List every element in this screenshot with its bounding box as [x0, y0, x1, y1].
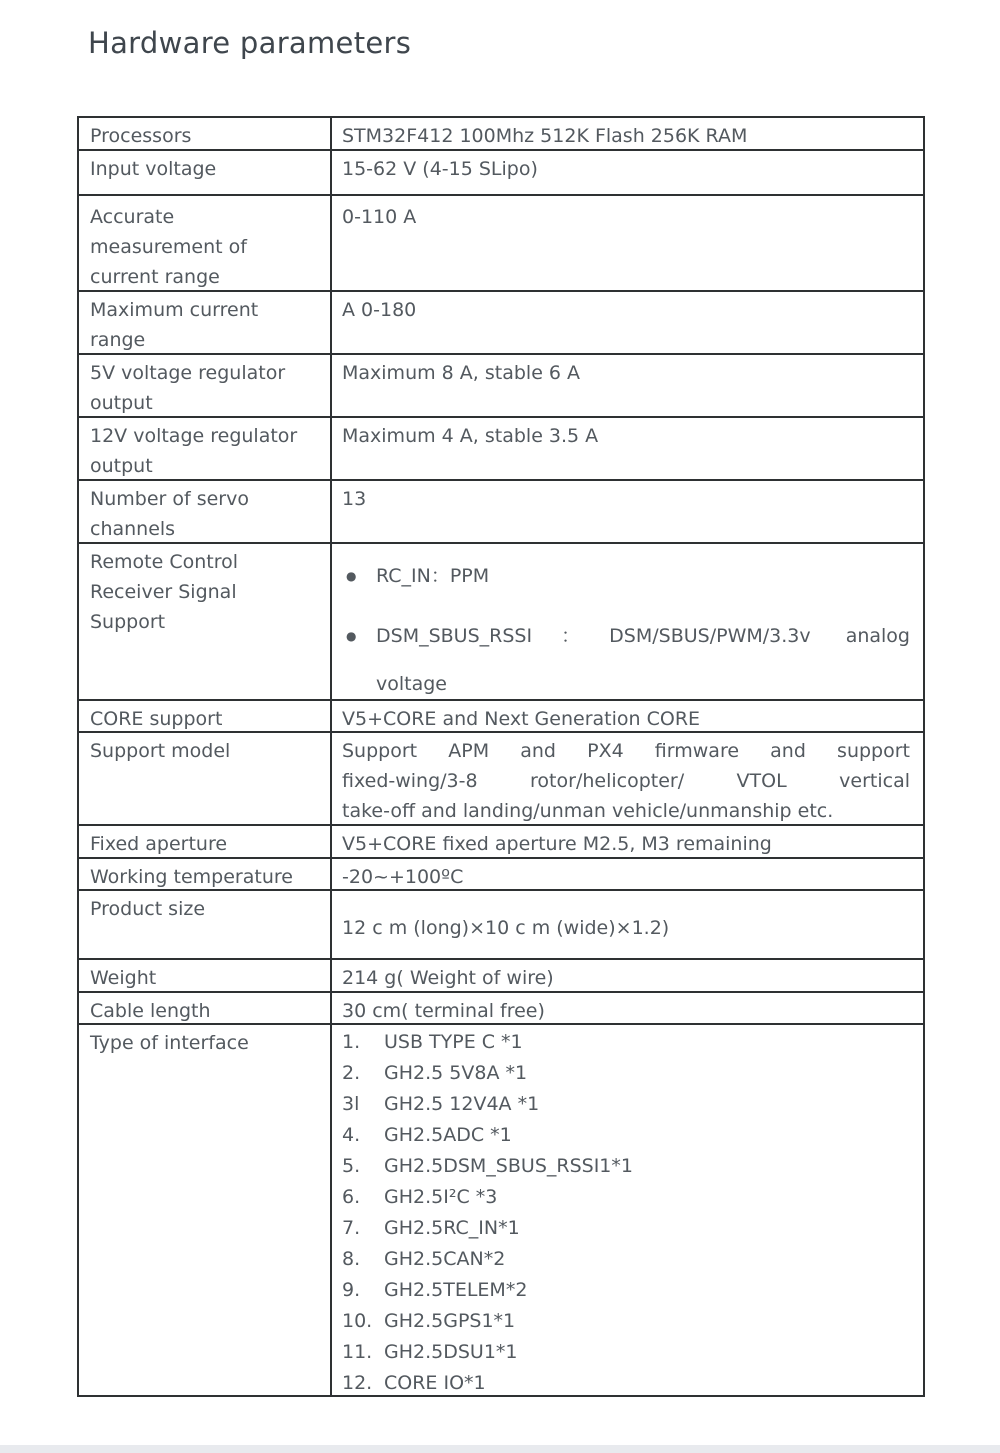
row-label-line: Working temperature — [90, 866, 293, 888]
bullet-item-text — [376, 612, 910, 699]
numbered-list-item — [342, 1027, 910, 1058]
row-label-line: Maximum current — [90, 299, 259, 321]
row-label-cell — [79, 859, 332, 889]
list-item-text: GH2.5 5V8A *1 — [384, 1062, 528, 1084]
row-value-cell — [332, 544, 923, 699]
row-label-line: 5V voltage regulator — [90, 362, 286, 384]
row-value-line: -20~+100ºC — [342, 866, 464, 888]
bullet-text-line: DSM_SBUS_RSSI：DSM/SBUS/PWM/3.3v analog — [376, 625, 910, 647]
bullet-text-line: voltage — [376, 673, 447, 695]
list-item-number: 7. — [342, 1217, 361, 1239]
table-row — [79, 991, 923, 1023]
numbered-list-item — [342, 1306, 910, 1337]
row-label-line: measurement of — [90, 236, 247, 258]
row-label-line: CORE support — [90, 708, 223, 730]
row-label-line: output — [90, 392, 153, 414]
table-row — [79, 194, 923, 290]
row-label-cell — [79, 292, 332, 353]
row-value-line: STM32F412 100Mhz 512K Flash 256K RAM — [342, 125, 748, 147]
numbered-list-item — [342, 1089, 910, 1120]
list-item-number: 10. — [342, 1310, 373, 1332]
list-item-text: GH2.5GPS1*1 — [384, 1310, 516, 1332]
row-label-line: range — [90, 329, 146, 351]
row-label-line: current range — [90, 266, 220, 288]
row-label-cell — [79, 481, 332, 542]
row-label-cell — [79, 355, 332, 416]
numbered-list-item — [342, 1337, 910, 1368]
bullet-list-item — [342, 612, 910, 699]
row-label-line: Support model — [90, 740, 231, 762]
bullet-icon: ● — [346, 629, 357, 643]
row-value-cell — [332, 891, 923, 958]
numbered-list-item — [342, 1244, 910, 1275]
row-label-cell — [79, 993, 332, 1023]
table-row — [79, 1023, 923, 1395]
row-value-cell — [332, 196, 923, 290]
row-value-line: fixed-wing/3-8 rotor/helicopter/ VTOL vertical — [342, 770, 910, 792]
table-row — [79, 479, 923, 542]
row-label-cell — [79, 118, 332, 149]
row-value-line: 214 g( Weight of wire) — [342, 967, 554, 989]
row-value-cell — [332, 960, 923, 991]
numbered-list-item — [342, 1368, 910, 1395]
row-value-line: Support APM and PX4 firmware and support — [342, 740, 910, 762]
table-row — [79, 731, 923, 824]
row-label-cell — [79, 826, 332, 857]
row-label-cell — [79, 151, 332, 194]
list-item-number: 9. — [342, 1279, 361, 1301]
table-row — [79, 542, 923, 699]
row-value-cell — [332, 1025, 923, 1395]
row-label-cell — [79, 196, 332, 290]
list-item-number: 2. — [342, 1062, 361, 1084]
row-value-cell — [332, 418, 923, 479]
row-label-line: Processors — [90, 125, 192, 147]
table-row — [79, 889, 923, 958]
row-label-line: Number of servo — [90, 488, 249, 510]
row-value-cell — [332, 151, 923, 194]
hardware-parameters-table — [77, 116, 925, 1397]
table-row — [79, 290, 923, 353]
row-value-cell — [332, 701, 923, 731]
row-value-cell — [332, 292, 923, 353]
page-title: Hardware parameters — [88, 26, 412, 60]
row-value-line: 13 — [342, 488, 367, 510]
row-label-cell — [79, 418, 332, 479]
row-value-line: Maximum 8 A, stable 6 A — [342, 362, 581, 384]
list-item-text: GH2.5RC_IN*1 — [384, 1217, 520, 1239]
table-row — [79, 118, 923, 149]
row-value-cell — [332, 481, 923, 542]
list-item-number: 1. — [342, 1031, 361, 1053]
row-value-cell — [332, 859, 923, 889]
table-row — [79, 149, 923, 194]
row-value-cell — [332, 826, 923, 857]
row-value-line: A 0-180 — [342, 299, 417, 321]
bottom-scrollbar-track — [0, 1445, 1000, 1453]
row-value-line: Maximum 4 A, stable 3.5 A — [342, 425, 599, 447]
numbered-list-item — [342, 1151, 910, 1182]
row-label-line: Type of interface — [90, 1032, 249, 1054]
numbered-list-item — [342, 1058, 910, 1089]
numbered-list-item — [342, 1120, 910, 1151]
row-value-line: V5+CORE and Next Generation CORE — [342, 708, 701, 730]
list-item-number: 11. — [342, 1341, 373, 1363]
row-value-cell — [332, 733, 923, 824]
list-item-text: USB TYPE C *1 — [384, 1031, 523, 1053]
row-value-cell — [332, 118, 923, 149]
bullet-text-line: RC_IN：PPM — [376, 565, 490, 587]
row-value-line: 30 cm( terminal free) — [342, 1000, 545, 1022]
row-label-cell — [79, 701, 332, 731]
row-value-line: take-off and landing/unman vehicle/unmanship etc. — [342, 800, 834, 822]
numbered-list-item — [342, 1275, 910, 1306]
row-label-cell — [79, 733, 332, 824]
list-item-text: GH2.5DSU1*1 — [384, 1341, 518, 1363]
row-label-cell — [79, 891, 332, 958]
list-item-number: 12. — [342, 1372, 373, 1394]
table-row — [79, 958, 923, 991]
bullet-icon: ● — [346, 569, 357, 583]
list-item-text: GH2.5 12V4A *1 — [384, 1093, 540, 1115]
list-item-number: 6. — [342, 1186, 361, 1208]
row-label-line: Weight — [90, 967, 157, 989]
numbered-list-item — [342, 1213, 910, 1244]
list-item-number: 4. — [342, 1124, 361, 1146]
row-label-line: Remote Control — [90, 551, 239, 573]
list-item-text: CORE IO*1 — [384, 1372, 486, 1394]
bullet-list-item — [342, 552, 910, 600]
row-label-line: Product size — [90, 898, 206, 920]
list-item-text: GH2.5CAN*2 — [384, 1248, 506, 1270]
row-value-line: V5+CORE fixed aperture M2.5, M3 remaining — [342, 833, 772, 855]
row-label-line: Receiver Signal — [90, 581, 237, 603]
table-row — [79, 416, 923, 479]
list-item-text: GH2.5DSM_SBUS_RSSI1*1 — [384, 1155, 633, 1177]
row-label-line: Input voltage — [90, 158, 217, 180]
list-item-number: 5. — [342, 1155, 361, 1177]
list-item-text: GH2.5TELEM*2 — [384, 1279, 528, 1301]
table-row — [79, 824, 923, 857]
row-label-line: Cable length — [90, 1000, 211, 1022]
row-label-line: Accurate — [90, 206, 175, 228]
row-label-cell — [79, 1025, 332, 1395]
row-value-cell — [332, 355, 923, 416]
list-item-number: 3l — [342, 1093, 360, 1115]
row-value-line: 12 c m (long)×10 c m (wide)×1.2) — [342, 917, 670, 939]
row-label-cell — [79, 960, 332, 991]
row-label-line: Support — [90, 611, 166, 633]
row-value-line: 0-110 A — [342, 206, 417, 228]
row-label-line: 12V voltage regulator — [90, 425, 298, 447]
list-item-text: GH2.5ADC *1 — [384, 1124, 512, 1146]
row-value-line: 15-62 V (4-15 SLipo) — [342, 158, 538, 180]
row-value-cell — [332, 993, 923, 1023]
row-label-line: output — [90, 455, 153, 477]
numbered-list-item — [342, 1182, 910, 1213]
table-row — [79, 699, 923, 731]
table-row — [79, 857, 923, 889]
row-label-cell — [79, 544, 332, 699]
list-item-text: GH2.5I²C *3 — [384, 1186, 498, 1208]
row-label-line: Fixed aperture — [90, 833, 228, 855]
bullet-item-text — [376, 552, 910, 600]
list-item-number: 8. — [342, 1248, 361, 1270]
row-label-line: channels — [90, 518, 176, 540]
table-row — [79, 353, 923, 416]
